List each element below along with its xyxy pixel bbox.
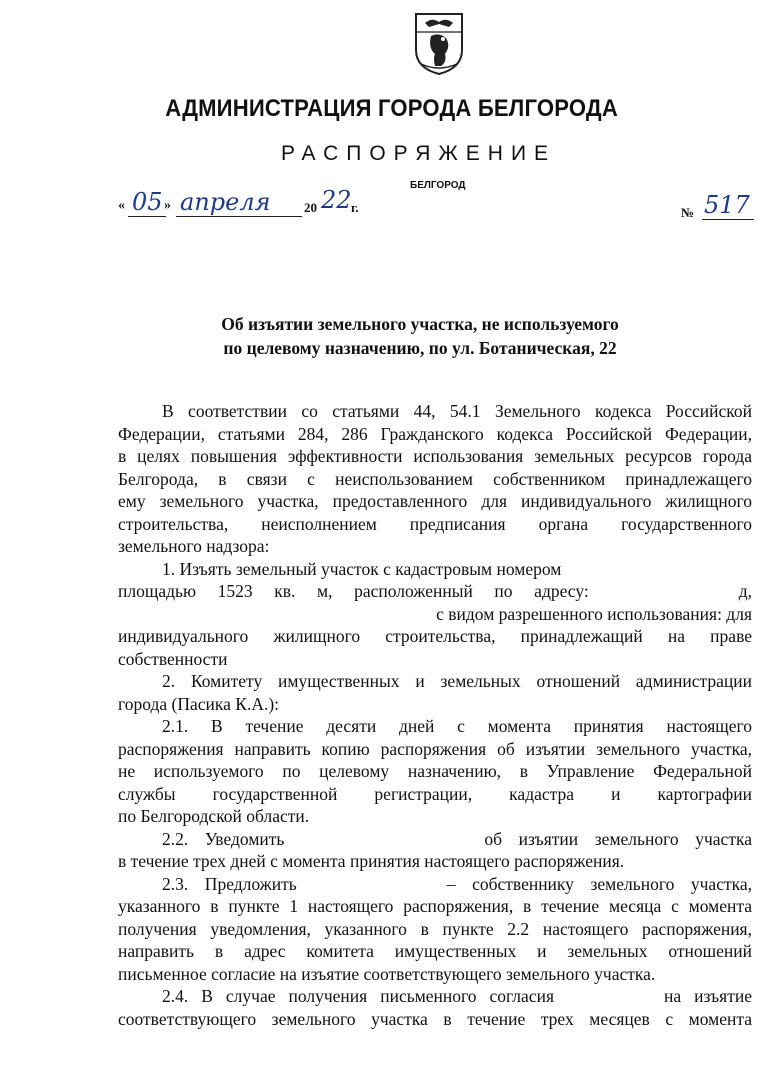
text-segment: – собственнику земельного участка, (446, 873, 752, 894)
text-line: В соответствии со статьями 44, 54.1 Земельного кодекса Российской (162, 401, 752, 421)
month-underline (176, 216, 302, 217)
number-underline (702, 219, 754, 220)
text-segment: с видом разрешенного использования: для (436, 603, 752, 624)
text-segment: д, (738, 581, 752, 601)
city-label: БЕЛГОРОД (410, 180, 466, 191)
text-line (118, 648, 752, 671)
text-segment: 2.3. Предложить (162, 873, 297, 894)
date-year-suffix: 22 (321, 186, 352, 214)
text-line (118, 985, 752, 1008)
document-date (118, 188, 378, 224)
date-day: 05 (132, 188, 163, 216)
text-line: письменное согласие на изъятие соответствующего земельного участка. (118, 963, 656, 984)
text-line: строительства, неисполнением предписания органа государственного (118, 513, 752, 534)
text-line (118, 873, 752, 896)
text-line: города (Пасика К.А.): (118, 693, 280, 714)
date-month: апреля (180, 188, 271, 216)
text-line (118, 603, 752, 626)
text-line: индивидуального жилищного строительства, принадлежащий на праве (118, 626, 752, 646)
document-type: РАСПОРЯЖЕНИЕ (280, 142, 557, 165)
document-number-label: № (681, 205, 695, 220)
text-line: Белгорода, в связи с неиспользованием собственником принадлежащего (118, 468, 752, 489)
text-segment: 2.4. В случае получения письменного согласия (162, 986, 554, 1006)
redacted-block (222, 603, 432, 626)
text-segment: 2.2. Уведомить (162, 828, 285, 849)
text-segment: площадью 1523 кв. м, расположенный по адресу: (118, 581, 589, 601)
date-close-quote: » (164, 198, 171, 213)
date-year-prefix: 20 (304, 200, 317, 215)
text-line: 2. Комитету имущественных и земельных отношений администрации (162, 671, 752, 691)
organization-name: АДМИНИСТРАЦИЯ ГОРОДА БЕЛГОРОДА (165, 95, 618, 122)
text-line: в течение трех дней с момента принятия настоящего распоряжения. (118, 851, 625, 871)
text-line: соответствующего земельного участка в течение трех месяцев с момента (118, 1008, 752, 1029)
text-line: распоряжения направить копию распоряжения об изъятии земельного участка, (118, 738, 752, 759)
date-year-unit: г. (351, 200, 359, 215)
subject-line: по целевому назначению, по ул. Ботаническая, 22 (223, 338, 617, 358)
text-segment: 1. Изъять земельный участок с кадастровым номером (162, 558, 562, 579)
text-line: земельного надзора: (118, 536, 270, 556)
text-line (118, 580, 752, 603)
text-line: в целях повышения эффективности использования земельных ресурсов города (118, 446, 752, 466)
text-line (118, 558, 752, 581)
text-segment: собственности (118, 648, 228, 669)
text-line: направить в адрес комитета имущественных и земельных отношений (118, 941, 752, 961)
text-segment: на изъятие (664, 986, 752, 1006)
document-number: 517 (704, 191, 750, 219)
redacted-block (554, 985, 664, 1008)
day-underline (128, 216, 166, 217)
text-line: указанного в пункте 1 настоящего распоряжения, в течение месяца с момента (118, 896, 752, 916)
text-line: службы государственной регистрации, кадастра и картографии (118, 783, 752, 804)
text-segment: об изъятии земельного участка (484, 828, 752, 849)
redacted-block (284, 828, 484, 851)
text-line: ему земельного участка, предоставленного для индивидуального жилищного (118, 491, 752, 511)
document-subject (150, 312, 690, 360)
text-line: получения уведомления, указанного в пункте 2.2 настоящего распоряжения, (118, 918, 752, 939)
text-line: 2.1. В течение десяти дней с момента принятия настоящего (162, 716, 752, 736)
coat-of-arms-icon (413, 10, 465, 76)
date-open-quote: « (118, 198, 125, 213)
text-line (118, 828, 752, 851)
redacted-block (297, 873, 447, 896)
subject-line: Об изъятии земельного участка, не используемого (221, 314, 619, 334)
document-body (118, 400, 752, 1030)
text-line: по Белгородской области. (118, 806, 310, 826)
text-line: не используемого по целевому назначению, в Управление Федеральной (118, 761, 752, 781)
redacted-block (589, 580, 739, 603)
text-line: Федерации, статьями 284, 286 Гражданского кодекса Российской Федерации, (118, 423, 752, 444)
